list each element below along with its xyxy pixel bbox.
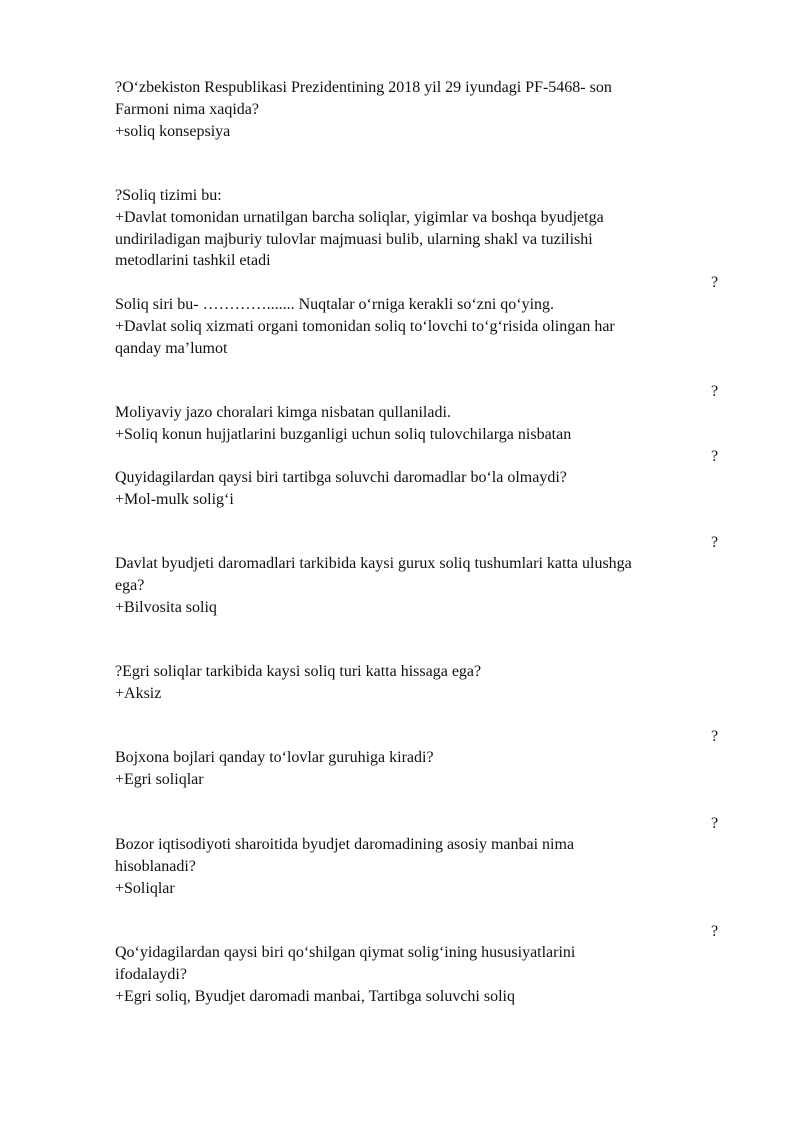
question-mark: ? xyxy=(711,728,719,745)
question-mark: ? xyxy=(711,815,719,832)
answer-line: qanday ma’lumot xyxy=(115,340,228,357)
question-line: hisoblanadi? xyxy=(115,858,196,875)
question-line: ifodalaydi? xyxy=(115,966,187,983)
question-line: ega? xyxy=(115,577,145,594)
question-line: Bozor iqtisodiyoti sharoitida byudjet daromadining asosiy manbai nima xyxy=(115,836,575,853)
question-line: ?O‘zbekiston Respublikasi Prezidentining 2018 yil 29 iyundagi PF-5468- son xyxy=(115,79,612,96)
answer-line: +Soliqlar xyxy=(115,880,175,897)
question-mark: ? xyxy=(711,448,719,465)
answer-line: +Davlat tomonidan urnatilgan barcha soliqlar, yigimlar va boshqa byudjetga xyxy=(115,209,604,226)
question-mark: ? xyxy=(711,923,719,940)
question-line: ?Soliq tizimi bu: xyxy=(115,187,222,204)
answer-line: metodlarini tashkil etadi xyxy=(115,252,271,269)
answer-line: +Bilvosita soliq xyxy=(115,599,217,616)
question-line: Soliq siri bu- …………....... Nuqtalar o‘rniga kerakli so‘zni qo‘ying. xyxy=(115,296,555,313)
question-line: ?Egri soliqlar tarkibida kaysi soliq turi katta hissaga ega? xyxy=(115,663,482,680)
answer-line: +soliq konsepsiya xyxy=(115,123,231,140)
answer-line: +Davlat soliq xizmati organi tomonidan soliq to‘lovchi to‘g‘risida olingan har xyxy=(115,318,615,335)
question-line: Davlat byudjeti daromadlari tarkibida kaysi gurux soliq tushumlari katta ulushga xyxy=(115,555,632,572)
answer-line: +Mol-mulk solig‘i xyxy=(115,491,234,508)
answer-line: undiriladigan majburiy tulovlar majmuasi bulib, ularning shakl va tuzilishi xyxy=(115,231,593,248)
answer-line: +Soliq konun hujjatlarini buzganligi uchun soliq tulovchilarga nisbatan xyxy=(115,426,572,443)
question-mark: ? xyxy=(711,534,719,551)
answer-line: +Egri soliqlar xyxy=(115,771,204,788)
question-mark: ? xyxy=(711,274,719,291)
question-line: Bojxona bojlari qanday to‘lovlar guruhiga kiradi? xyxy=(115,749,434,766)
question-line: Moliyaviy jazo choralari kimga nisbatan qullaniladi. xyxy=(115,404,451,421)
question-line: Farmoni nima xaqida? xyxy=(115,101,259,118)
question-line: Qo‘yidagilardan qaysi biri qo‘shilgan qiymat solig‘ining hususiyatlarini xyxy=(115,944,576,961)
question-mark: ? xyxy=(711,383,719,400)
answer-line: +Egri soliq, Byudjet daromadi manbai, Tartibga soluvchi soliq xyxy=(115,988,515,1005)
question-line: Quyidagilardan qaysi biri tartibga soluvchi daromadlar bo‘la olmaydi? xyxy=(115,469,567,486)
answer-line: +Aksiz xyxy=(115,685,162,702)
